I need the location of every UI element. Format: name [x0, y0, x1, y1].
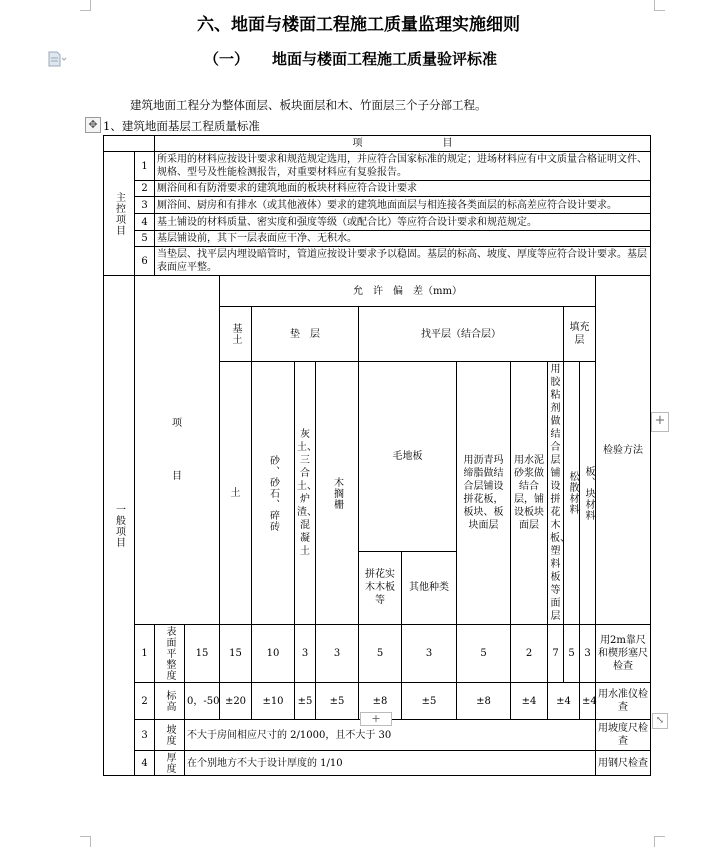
deviation-value: 3	[295, 625, 316, 683]
deviation-value: ±4	[511, 683, 548, 720]
document-icon[interactable]	[48, 51, 68, 67]
main-row-number: 5	[135, 231, 155, 247]
add-column-button[interactable]: +	[651, 412, 669, 432]
fill-group: 填充层	[564, 307, 596, 362]
item-label-b: 目	[172, 471, 182, 482]
check-method: 用水准仪检查	[596, 683, 651, 720]
table-row	[104, 214, 651, 231]
main-row-number: 2	[135, 181, 155, 197]
table-move-handle[interactable]: ✥	[85, 117, 101, 133]
header-items: 项 目	[155, 136, 651, 152]
col-sand-text: 砂、砂石、碎砖	[267, 454, 279, 532]
main-control-group	[104, 152, 135, 276]
main-row-number: 3	[135, 197, 155, 214]
main-row-text: 基土铺设的材料质量、密实度和强度等级（或配合比）等应符合设计要求和规范规定。	[155, 214, 651, 231]
header-blank	[104, 136, 155, 152]
deviation-value: 5	[359, 625, 402, 683]
deviation-value: ±5	[295, 683, 316, 720]
deviation-value: ±8	[359, 683, 402, 720]
col-asphalt: 用沥青玛缔脂做结合层铺设拼花板，板块、板块面层	[457, 362, 511, 625]
col-parquet: 拼花实木木板等	[359, 551, 402, 624]
table-row	[104, 152, 651, 181]
general-row-item	[155, 683, 185, 720]
col-sand	[252, 362, 295, 625]
general-row-text: 在个别地方不大于设计厚度的 1/10	[185, 751, 596, 776]
base-soil-group	[220, 307, 252, 362]
deviation-value: 15	[220, 625, 252, 683]
page-corner-mark	[80, 836, 91, 847]
deviation-value: 5	[564, 625, 580, 683]
deviation-value: ±4	[580, 683, 596, 720]
col-joist-text: 木搁栅	[331, 476, 343, 510]
general-row-item-text: 坡度	[164, 724, 175, 746]
deviation-value: ±4	[548, 683, 580, 720]
col-board-text: 板、块材料	[583, 465, 594, 521]
general-row-item-text: 表面平整度	[164, 626, 175, 681]
col-joist	[316, 362, 359, 625]
table-row	[104, 197, 651, 214]
leveling-group: 找平层（结合层）	[359, 307, 564, 362]
col-other: 其他种类	[402, 551, 457, 624]
check-method: 用2m靠尺和楔形塞尺检查	[596, 625, 651, 683]
deviation-value: ±10	[252, 683, 295, 720]
general-row-item-text: 标高	[164, 690, 175, 712]
subtitle-text: 地面与楼面工程施工质量验评标准	[272, 50, 498, 68]
main-row-text: 基层铺设前，其下一层表面应干净、无积水。	[155, 231, 651, 247]
deviation-value: 3	[402, 625, 457, 683]
col-soil: 土	[220, 362, 252, 625]
item-label-a: 项	[172, 418, 182, 429]
check-method: 用坡度尺检查	[596, 720, 651, 751]
main-row-number: 4	[135, 214, 155, 231]
intro-paragraph: 建筑地面工程分为整体面层、板块面层和木、竹面层三个子分部工程。	[130, 98, 487, 112]
main-row-text: 厕浴间、厨房和有排水（或其他液体）要求的建筑地面面层与相连接各类面层的标高差应符合设计要求。	[155, 197, 651, 214]
deviation-value: 3	[316, 625, 359, 683]
allowed-deviation-header: 允 许 偏 差（mm）	[220, 276, 596, 307]
base-soil-group-text: 基土	[230, 323, 241, 345]
cushion-group: 垫 层	[252, 307, 359, 362]
deviation-value: 5	[457, 625, 511, 683]
col-cement: 用水泥砂浆做结合层，铺设板块面层	[511, 362, 548, 625]
section-heading: 1、建筑地面基层工程质量标准	[103, 119, 260, 133]
check-method: 用钢尺检查	[596, 751, 651, 776]
general-group	[104, 276, 135, 776]
col-board	[580, 362, 596, 625]
deviation-value: 15	[185, 625, 220, 683]
deviation-value: ±5	[316, 683, 359, 720]
subtitle-number: （一）	[204, 50, 250, 68]
check-method-header: 检验方法	[596, 276, 651, 625]
table-row	[104, 625, 651, 683]
table-row	[104, 181, 651, 197]
quality-standard-table	[103, 135, 651, 776]
table-resize-handle[interactable]: ⤡	[652, 713, 668, 729]
deviation-value: 2	[511, 625, 548, 683]
main-row-text: 当垫层、找平层内埋设暗管时，管道应按设计要求予以稳固。基层的标高、坡度、厚度等应符合设计要求。基层表面应平整。	[155, 247, 651, 276]
deviation-value: 3	[580, 625, 596, 683]
col-lime: 灰土、三合土、炉渣、混凝土	[295, 362, 316, 625]
main-control-group-text: 主控项目	[113, 191, 125, 236]
item-label	[135, 276, 220, 625]
deviation-value: 7	[548, 625, 564, 683]
general-group-text: 一般项目	[113, 503, 125, 548]
col-loose-text: 松散材料	[567, 471, 578, 515]
table-row	[104, 247, 651, 276]
col-loose	[564, 362, 580, 625]
subgroup-wood-floor: 毛地板	[359, 362, 457, 552]
deviation-value: 0，-50	[185, 683, 220, 720]
general-row-item	[155, 751, 185, 776]
table-row	[104, 276, 651, 307]
col-adhesive: 用胶粘剂做结合层铺设拼花木板、塑料板等面层	[548, 362, 564, 625]
table-row	[104, 231, 651, 247]
general-row-item-text: 厚度	[164, 752, 175, 774]
general-row-text: 不大于房间相应尺寸的 2/1000，且不大于 30	[185, 720, 596, 751]
deviation-value: 10	[252, 625, 295, 683]
main-row-number: 1	[135, 152, 155, 181]
main-row-text: 所采用的材料应按设计要求和规范规定选用，并应符合国家标准的规定；进场材料应有中文质量合格证明文件、规格、型号及性能检测报告，对重要材料应有复验报告。	[155, 152, 651, 181]
general-row-number: 4	[135, 751, 155, 776]
deviation-value: ±5	[402, 683, 457, 720]
general-row-number: 1	[135, 625, 155, 683]
table-row	[104, 136, 651, 152]
deviation-value: ±20	[220, 683, 252, 720]
main-row-text: 厕浴间和有防滑要求的建筑地面的板块材料应符合设计要求	[155, 181, 651, 197]
document-title: 六、地面与楼面工程施工质量监理实施细则	[197, 15, 520, 35]
table-row	[104, 751, 651, 776]
main-row-number: 6	[135, 247, 155, 276]
deviation-value: ±8	[457, 683, 511, 720]
general-row-number: 3	[135, 720, 155, 751]
page-corner-mark	[654, 836, 665, 847]
general-row-item	[155, 625, 185, 683]
general-row-item	[155, 720, 185, 751]
add-row-button[interactable]: +	[360, 712, 392, 726]
general-row-number: 2	[135, 683, 155, 720]
